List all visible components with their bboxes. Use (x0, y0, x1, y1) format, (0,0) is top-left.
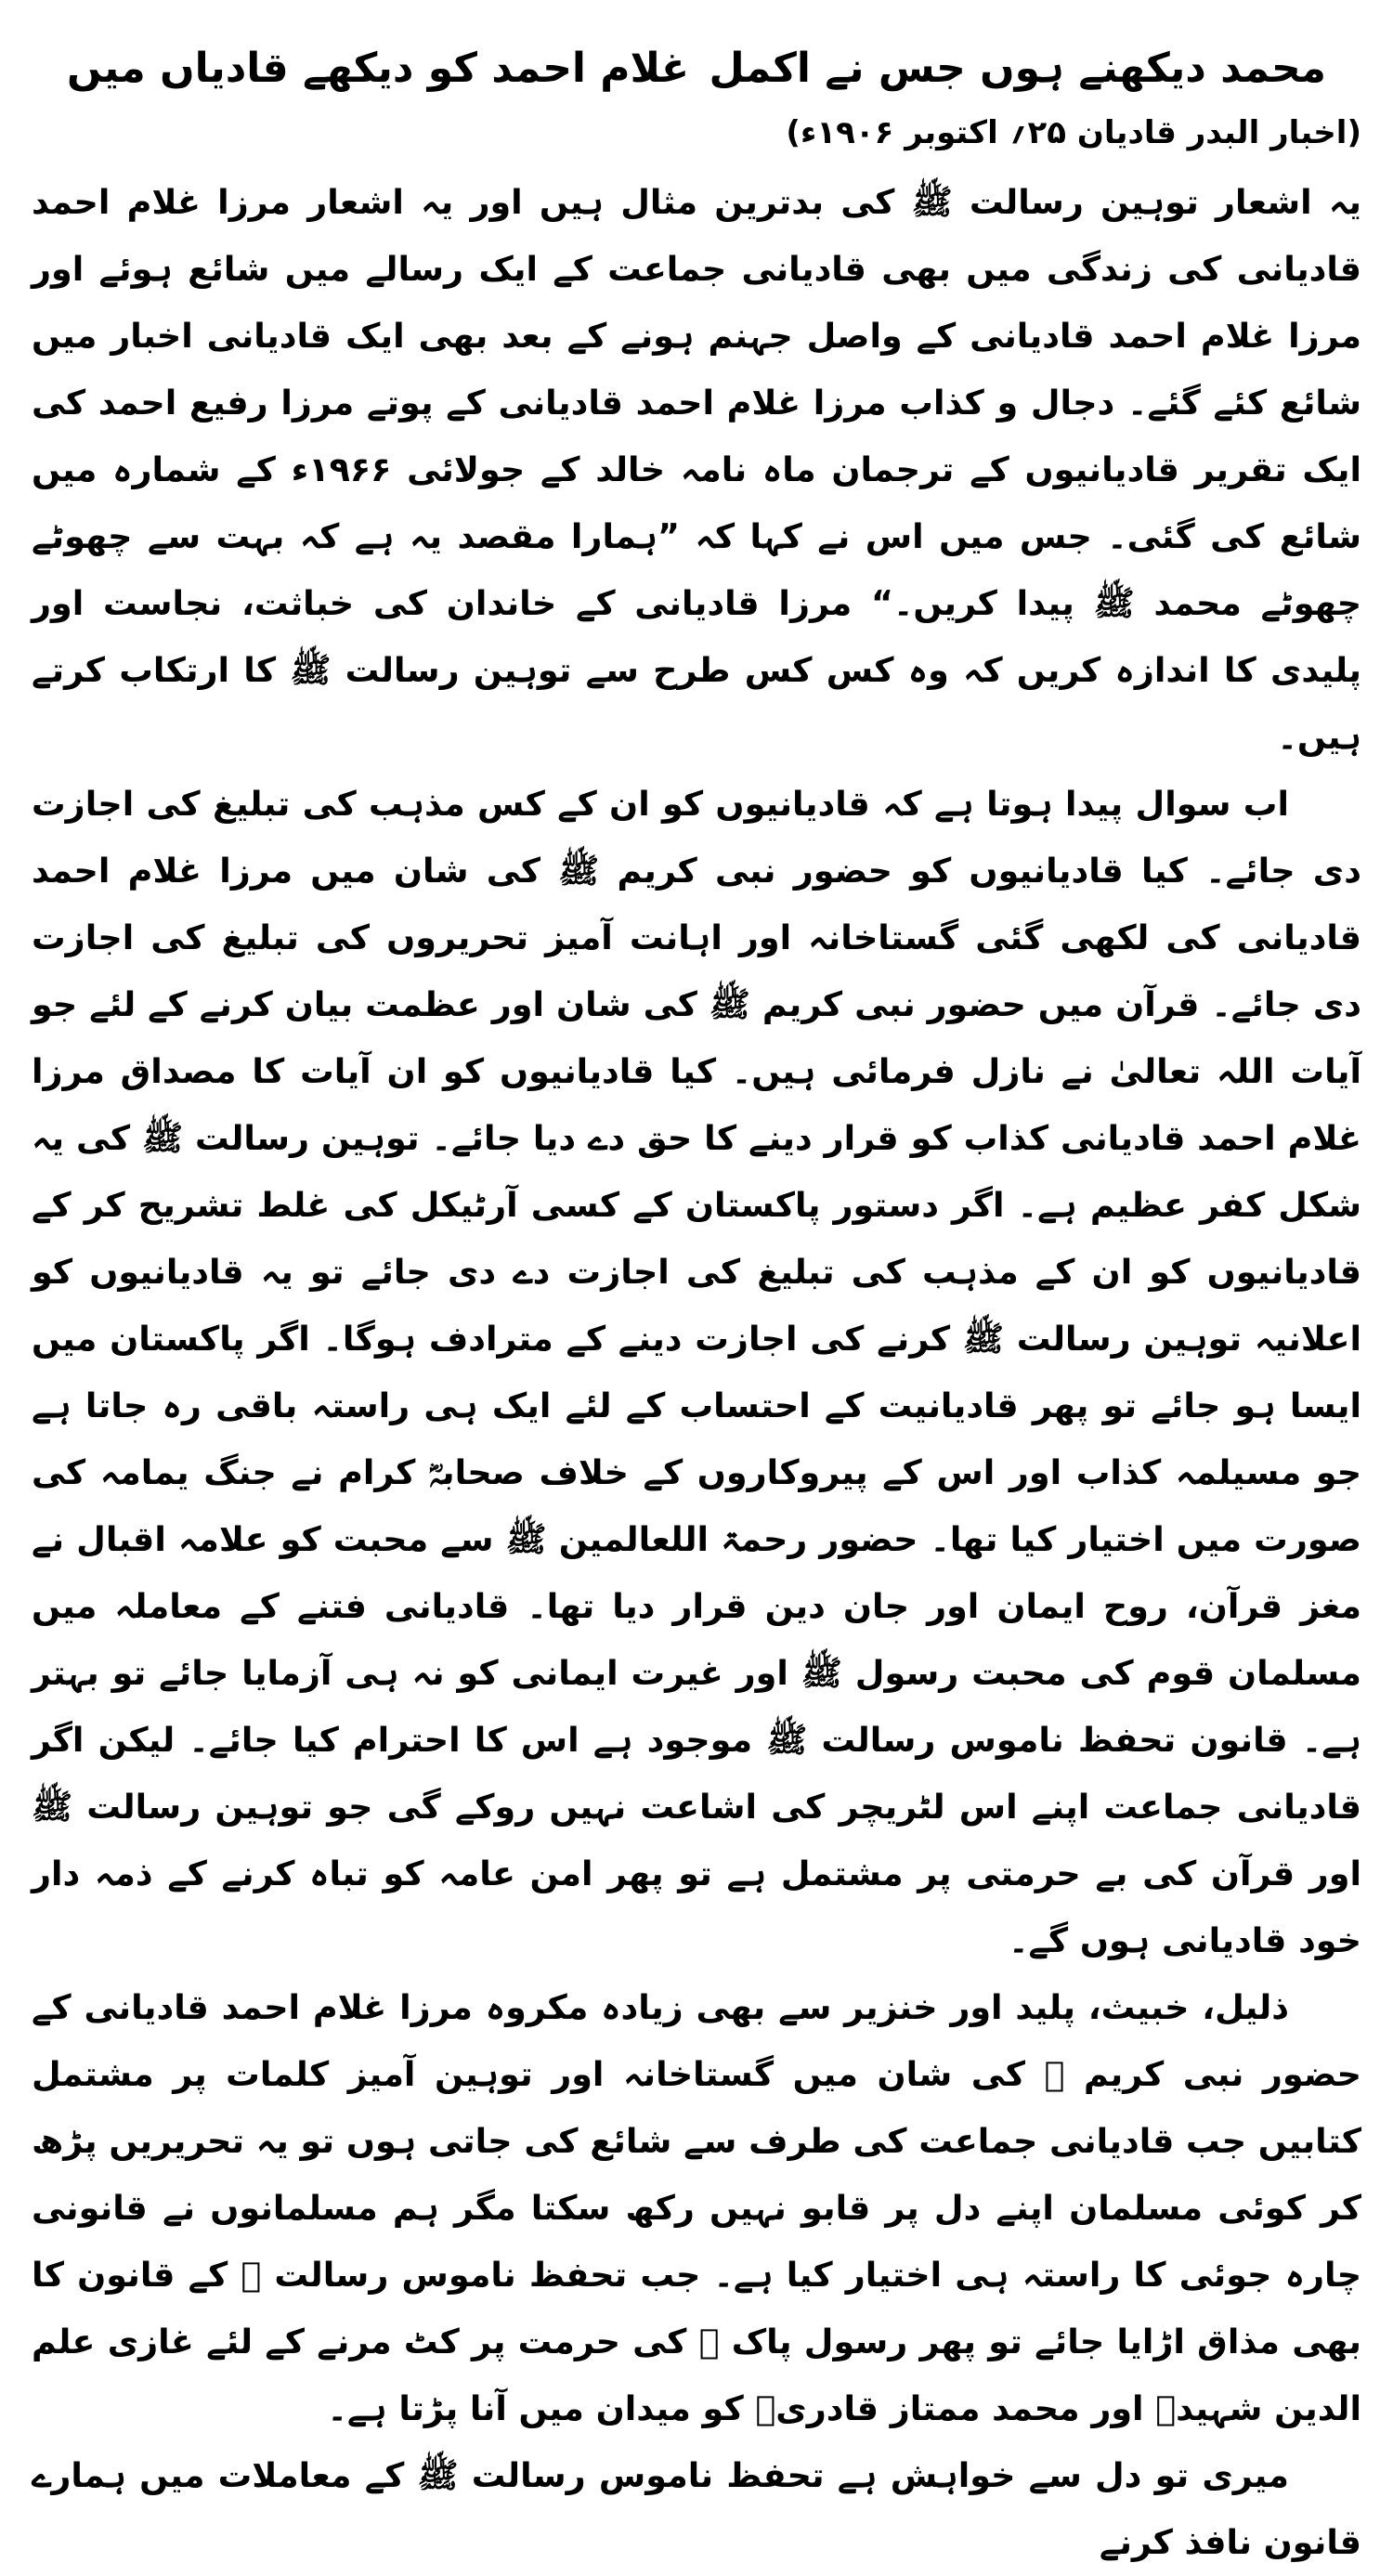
paragraph-4: میری تو دل سے خواہش ہے تحفظ ناموس رسالت ﷺ کے معاملات میں ہمارے قانون نافذ کرنے (32, 2455, 1361, 2562)
verse-hemistich-left: غلام احمد کو دیکھے قادیاں میں (67, 45, 690, 92)
verse-hemistich-right: محمد دیکھنے ہوں جس نے اکمل (709, 45, 1326, 92)
paragraph-3: ذلیل، خبیث، پلید اور خنزیر سے بھی زیادہ مکروہ مرزا غلام احمد قادیانی کے حضور نبی کریم ﷺ کی شان میں گستاخانہ اور توہین آمیز کلمات پر مشتمل کتابیں جب قادیانی جماعت کی طرف سے شائع کی جاتی ہوں تو یہ تحریریں پڑھ کر کوئی مسلمان اپنے دل پر قابو نہیں رکھ سکتا مگر ہم مسلمانوں نے قانونی چارہ جوئی کا راستہ ہی اختیار کیا ہے۔ جب تحفظ ناموس رسالت ﷺ کے قانون کا بھی مذاق اڑایا جائے تو پھر رسول پاک ﷺ کی حرمت پر کٹ مرنے کے لئے غازی علم الدین شہیدؒ اور محمد ممتاز قادریؒ کو میدان میں آنا پڑتا ہے۔ (32, 1987, 1361, 2428)
verse-source-citation: (اخبار البدر قادیان ۲۵؍ اکتوبر ۱۹۰۶ء) (786, 114, 1361, 151)
paragraph-2: اب سوال پیدا ہوتا ہے کہ قادیانیوں کو ان کے کس مذہب کی تبلیغ کی اجازت دی جائے۔ کیا قادیانیوں کو حضور نبی کریم ﷺ کی شان میں مرزا غلام احمد قادیانی کی لکھی گئی گستاخانہ اور اہانت آمیز تحریروں کی تبلیغ کی اجازت دی جائے۔ قرآن میں حضور نبی کریم ﷺ کی شان اور عظمت بیان کرنے کے لئے جو آیات اللہ تعالیٰ نے نازل فرمائی ہیں۔ کیا قادیانیوں کو ان آیات کا مصداق مرزا غلام احمد قادیانی کذاب کو قرار دینے کا حق دے دیا جائے۔ توہین رسالت ﷺ کی یہ شکل کفر عظیم ہے۔ اگر دستور پاکستان کے کسی آرٹیکل کی غلط تشریح کر کے قادیانیوں کو ان کے مذہب کی تبلیغ کی اجازت دے دی جائے تو یہ قادیانیوں کو اعلانیہ توہین رسالت ﷺ کرنے کی اجازت دینے کے مترادف ہوگا۔ اگر پاکستان میں ایسا ہو جائے تو پھر قادیانیت کے احتساب کے لئے ایک ہی راستہ باقی رہ جاتا ہے جو مسیلمہ کذاب اور اس کے پیروکاروں کے خلاف صحابہؓ کرام نے جنگ یمامہ کی صورت میں اختیار کیا تھا۔ حضور رحمۃ اللعالمین ﷺ سے محبت کو علامہ اقبال نے مغز قرآن، روح ایمان اور جان دین قرار دیا تھا۔ قادیانی فتنے کے معاملہ میں مسلمان قوم کی محبت رسول ﷺ اور غیرت ایمانی کو نہ ہی آزمایا جائے تو بہتر ہے۔ قانون تحفظ ناموس رسالت ﷺ موجود ہے اس کا احترام کیا جائے۔ لیکن اگر قادیانی جماعت اپنے اس لٹریچر کی اشاعت نہیں روکے گی جو توہین رسالت ﷺ اور قرآن کی بے حرمتی پر مشتمل ہے تو پھر امن عامہ کو تباہ کرنے کے ذمہ دار خود قادیانی ہوں گے۔ (32, 784, 1361, 1960)
verse (32, 39, 1361, 98)
document-page (32, 39, 1361, 2562)
paragraph-1: یہ اشعار توہین رسالت ﷺ کی بدترین مثال ہیں اور یہ اشعار مرزا غلام احمد قادیانی کی زندگی میں بھی قادیانی جماعت کے ایک رسالے میں شائع ہوئے اور مرزا غلام احمد قادیانی کے واصل جہنم ہونے کے بعد بھی ایک قادیانی اخبار میں شائع کئے گئے۔ دجال و کذاب مرزا غلام احمد قادیانی کے پوتے مرزا رفیع احمد کی ایک تقریر قادیانیوں کے ترجمان ماہ نامہ خالد کے جولائی ۱۹۶۶ء کے شمارہ میں شائع کی گئی۔ جس میں اس نے کہا کہ ”ہمارا مقصد یہ ہے کہ بہت سے چھوٹے چھوٹے محمد ﷺ پیدا کریں۔“ مرزا قادیانی کے خاندان کی خباثت، نجاست اور پلیدی کا اندازہ کریں کہ وہ کس کس طرح سے توہین رسالت ﷺ کا ارتکاب کرتے ہیں۔ (32, 182, 1361, 757)
